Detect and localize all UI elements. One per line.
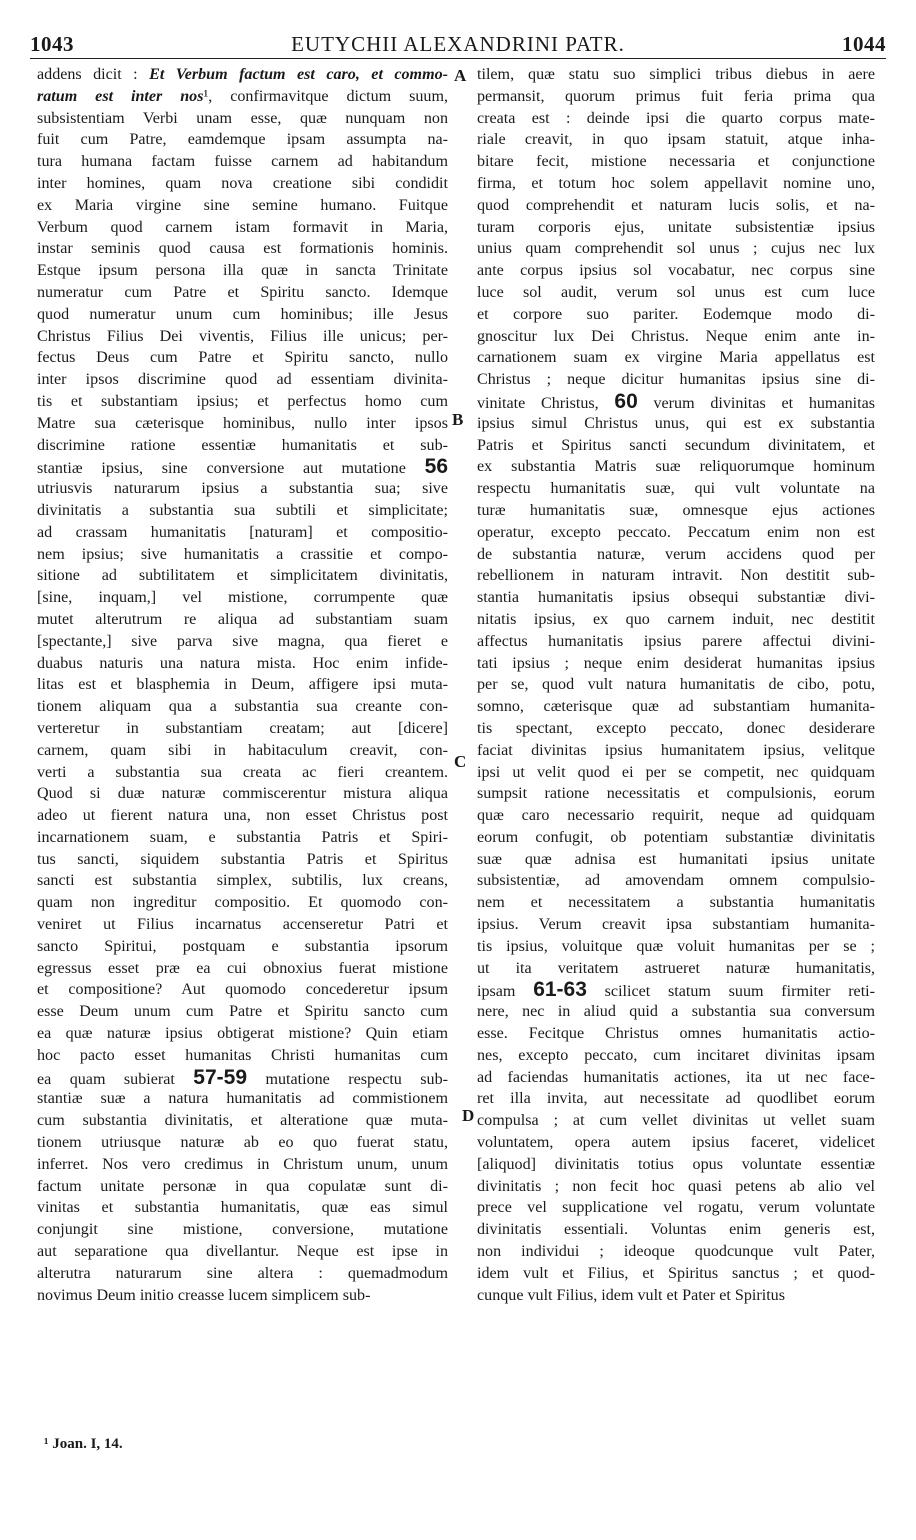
text-line: bitare fecit, mistione necessaria et conjunctione [477,153,875,171]
text-line: duabus naturis una natura mista. Hoc enim infide- [37,654,448,672]
text-line: verteretur in substantiam creatam; aut [dicere] [37,719,448,737]
text-line: luce sol audit, verum sol unus est cum luce [477,283,875,301]
text-line: idem vult et Filius, et Spiritus sanctus ; et quod- [477,1264,875,1282]
text-line: nem ipsius; sive humanitatis a crassitie et compo- [37,545,448,563]
text-line: ex substantia Matris suæ reliquorumque hominum [477,458,875,476]
column-number-61-63: 61-63 [533,979,587,1002]
text-line: Matre sua cæterisque hominibus, nullo inter ipsos [37,414,448,432]
column-number-60: 60 [614,390,638,413]
text-line: prece vel supplicatione vel rogatu, verum voluntate [477,1199,875,1217]
text-line: respectu humanitatis suæ, qui vult voluntate na [477,480,875,498]
text-line: inter homines, quam nova creatione sibi condidit [37,174,448,192]
text-line: inter ipsos discrimine quod ad essentiam divinita- [37,371,448,389]
text-line: nere, nec in aliud quid a substantia sua conversum [477,1003,875,1021]
text-line: inferret. Nos vero credimus in Christum unum, unum [37,1155,448,1173]
margin-marker-b: B [452,410,464,429]
text-line: non individui ; ideoque quodcunque vult Pater, [477,1243,875,1261]
text-line: firma, et totum hoc solem appellavit nomine uno, [477,174,875,192]
text-line: novimus Deum initio creasse lucem simplicem sub- [37,1286,371,1304]
text-line: fuit cum Patre, eamdemque ipsam assumpta na- [37,131,448,149]
text-line: ut ita veritatem astrueret naturæ humanitatis, [477,959,875,977]
text-line: [spectante,] sive parva sive magna, qua fieret e [37,632,448,650]
text-line: quod numeratur unum cum hominibus; ille Jesus [37,305,448,323]
text-line: ante corpus ipsius sol vocabatur, nec corpus sine [477,262,875,280]
text-line: de substantia naturæ, verum accidens quod per [477,545,875,563]
text-line: adeo ut fierent natura una, non esset Christus post [37,807,448,825]
margin-marker-c: C [454,752,467,771]
text-line: tis ipsius, voluitque quæ voluit humanitas per se ; [477,937,875,955]
text-line: tus sancti, siquidem substantia Patris et Spiritus [37,850,448,868]
text-line: ipsius. Verum creavit ipsa substantiam humanita- [477,916,875,934]
text-line: fectus Deus cum Patre et Spiritu sancto, nullo [37,349,448,367]
text-line: tionem utriusque naturæ ab eo quo fuerat statu, [37,1134,448,1152]
text-line: et corpore suo pariter. Eodemque modo di- [477,305,875,323]
text-line: vinitate Christus, 60 verum divinitas et humanitas [477,390,875,413]
text-line: tati ipsius ; neque enim desiderat humanitas ipsius [477,654,875,672]
text-line: affectus humanitatis ipsius parere affectui divini- [477,632,875,650]
text-line: stantiæ suæ a natura humanitatis ad commistionem [37,1090,448,1108]
column-number-57-59: 57-59 [193,1066,248,1089]
text-line: discrimine ratione essentiæ humanitatis et sub- [37,436,448,454]
running-title: EUTYCHII ALEXANDRINI PATR. [291,32,625,56]
text-line: compulsa ; at cum vellet divinitas ut vellet suam [477,1112,875,1130]
text-line: alterutra naturarum sine altera : quemadmodum [37,1264,448,1282]
text-line: ad crassam humanitatis [naturam] et compositio- [37,523,448,541]
text-line: vinitas et substantia humanitatis, quæ eas simul [37,1199,448,1217]
text-line: mutet alterutrum re aliqua ad substantiam suam [37,610,448,628]
text-line: quam non ingreditur compositio. Et quomodo con- [37,894,448,912]
page-header [30,32,886,59]
text-line: verti a substantia sua creata ac fieri creantem. [37,763,448,781]
text-line: turæ humanitatis suæ, omnesque ejus actiones [477,501,875,519]
column-number-56: 56 [424,456,448,479]
text-line: stantia humanitatis ipsius obsequi substantiæ divi- [477,589,875,607]
text-line: tis spectant, excepto peccato, donec desiderare [477,719,875,737]
text-line: ea quam subierat 57-59 mutatione respectu sub- [37,1066,448,1089]
text-line: creata est : deinde ipsi die quarto corpus mate- [477,109,875,127]
text-line: Christus Filius Dei viventis, Filius ille unicus; per- [37,327,448,345]
text-line: sumpsit ratione necessitatis et compulsionis, eorum [477,785,875,803]
text-line: tura humana factam fuisse carnem ad habitandum [37,153,448,171]
text-line: carnationem suam ex virgine Maria appellatus est [477,349,875,367]
text-line: [sine, inquam,] vel mistione, corrumpente quæ [37,589,448,607]
text-line: turam corporis ejus, unitate subsistentiæ ipsius [477,218,875,236]
text-line: ret illa invita, aut necessitate ad quodlibet eorum [477,1090,875,1108]
text-line: addens dicit : Et Verbum factum est caro, et commo- [37,66,448,83]
text-line: carnem, quam sibi in habitaculum creavit, con- [37,741,448,759]
text-line: nitatis ipsius, ex quo carnem induit, nec destitit [477,610,875,628]
text-line: divinitatis ; non fecit hoc quasi petens ab alio vel [477,1177,875,1195]
text-line: suæ quæ adnisa est humanitati ipsius unitate [477,850,875,868]
text-line: egressus esset præ ea cui obnoxius fuerat mistione [37,959,448,977]
text-line: hoc pacto esset humanitas Christi humanitas cum [37,1046,448,1064]
text-line: Quod si duæ naturæ commiscerentur mistura aliqua [37,785,448,803]
text-line: incarnationem suam, e substantia Patris et Spiri- [37,828,448,846]
right-text-column [477,64,875,1306]
text-line: subsistentiæ, ad amovendam omnem compulsio- [477,872,875,890]
text-line: ea quæ naturæ ipsius obtigerat mistione? Quin etiam [37,1025,448,1043]
text-line: riale creavit, in quo ipsam statuit, atque inha- [477,131,875,149]
text-line: [aliquod] divinitatis totius opus voluntate essentiæ [477,1155,875,1173]
text-line: divinitatis a substantia sua subtili et simplicitate; [37,501,448,519]
left-text-column [37,64,448,1306]
left-page-number: 1043 [30,32,74,56]
text-line: sitione ad subtilitatem et simplicitatem divinitatis, [37,567,448,585]
margin-marker-d: D [462,1106,475,1125]
text-line: subsistentiam Verbi unam esse, quæ nunquam non [37,109,448,127]
text-line: nem et necessitatem a substantia humanitatis [477,894,875,912]
text-line: Estque ipsum persona illa quæ in sancta Trinitate [37,262,448,280]
text-line: ipsam 61-63 scilicet statum suum firmiter reti- [477,979,875,1002]
text-line: gnoscitur lux Dei Christus. Neque enim ante in- [477,327,875,345]
text-line: conjungit sine mistione, conversione, mutatione [37,1221,448,1239]
text-line: instar seminis quod causa est formationis hominis. [37,240,448,258]
text-line: esse Deum unum cum Patre et Spiritu sancto cum [37,1003,448,1021]
text-line: utriusvis naturarum ipsius a substantia sua; sive [37,480,448,498]
text-line: per se, quod vult natura humanitatis de cibo, potu, [477,676,875,694]
text-line: divinitatis essentiali. Voluntas enim generis est, [477,1221,875,1239]
margin-marker-a: A [454,66,467,85]
text-line: factum unitate personæ in qua copulatæ sunt di- [37,1177,448,1195]
footnote: ¹ Joan. I, 14. [44,1436,123,1452]
text-line: et compositione? Aut quomodo concederetur ipsum [37,981,448,999]
text-line: faciat divinitas ipsius humanitatem ipsius, velitque [477,741,875,759]
text-line: esse. Fecitque Christus omnes humanitatis actio- [477,1025,875,1043]
text-line: cunque vult Filius, idem vult et Pater et Spiritus [477,1286,785,1304]
text-line: quæ caro necessario requirit, neque ad quidquam [477,807,875,825]
text-line: ratum est inter nos¹, confirmavitque dictum suum, [37,87,448,105]
text-line: aut separatione qua divellantur. Neque est ipse in [37,1243,448,1261]
text-line: tionem aliquam qua a substantia sua creante con- [37,698,448,716]
text-line: unius quam comprehendit sol unus ; cujus nec lux [477,240,875,258]
text-line: ipsius simul Christus unus, qui est ex substantia [477,414,875,432]
text-line: cum substantia divinitatis, et alteratione quæ muta- [37,1112,448,1130]
text-line: quod comprehendit et naturam lucis solis, et na- [477,196,875,214]
text-line: eorum confugit, ob potentiam substantiæ divinitatis [477,828,875,846]
right-page-number: 1044 [842,32,886,56]
text-line: Patris et Spiritus sancti secundum divinitatem, et [477,436,875,454]
text-line: sancti est substantia simplex, subtilis, lux creans, [37,872,448,890]
text-line: nes, excepto peccato, cum incitaret divinitas ipsam [477,1046,875,1064]
text-line: stantiæ ipsius, sine conversione aut mutatione 56 [37,456,448,479]
text-line: numeratur cum Patre et Spiritu sancto. Idemque [37,283,448,301]
text-line: ad faciendas humanitatis actiones, ita ut nec face- [477,1068,875,1086]
text-line: tilem, quæ statu suo simplici tribus diebus in aere [477,66,875,83]
text-line: sancto Spiritui, postquam e substantia ipsorum [37,937,448,955]
text-line: permansit, quorum primus fuit feria prima qua [477,87,875,105]
text-line: somno, cæterisque quæ ad substantiam humanita- [477,698,875,716]
text-line: ex Maria virgine sine semine humano. Fuitque [37,196,448,214]
text-line: Christus ; neque dicitur humanitas ipsius sine di- [477,371,875,389]
text-line: rebellionem in naturam intravit. Non destitit sub- [477,567,875,585]
text-line: ipsi ut velit quod ei per se competit, nec quidquam [477,763,875,781]
text-line: operatur, excepto peccato. Peccatum enim non est [477,523,875,541]
text-line: voluntatem, opera autem ipsius faceret, videlicet [477,1134,875,1152]
text-line: tis et substantiam ipsius; et perfectus homo cum [37,392,448,410]
text-line: Verbum quod carnem istam formavit in Maria, [37,218,448,236]
text-line: litas est et blasphemia in Deum, affigere ipsi muta- [37,676,448,694]
text-line: veniret ut Filius incarnatus accenseretur Patri et [37,916,448,934]
